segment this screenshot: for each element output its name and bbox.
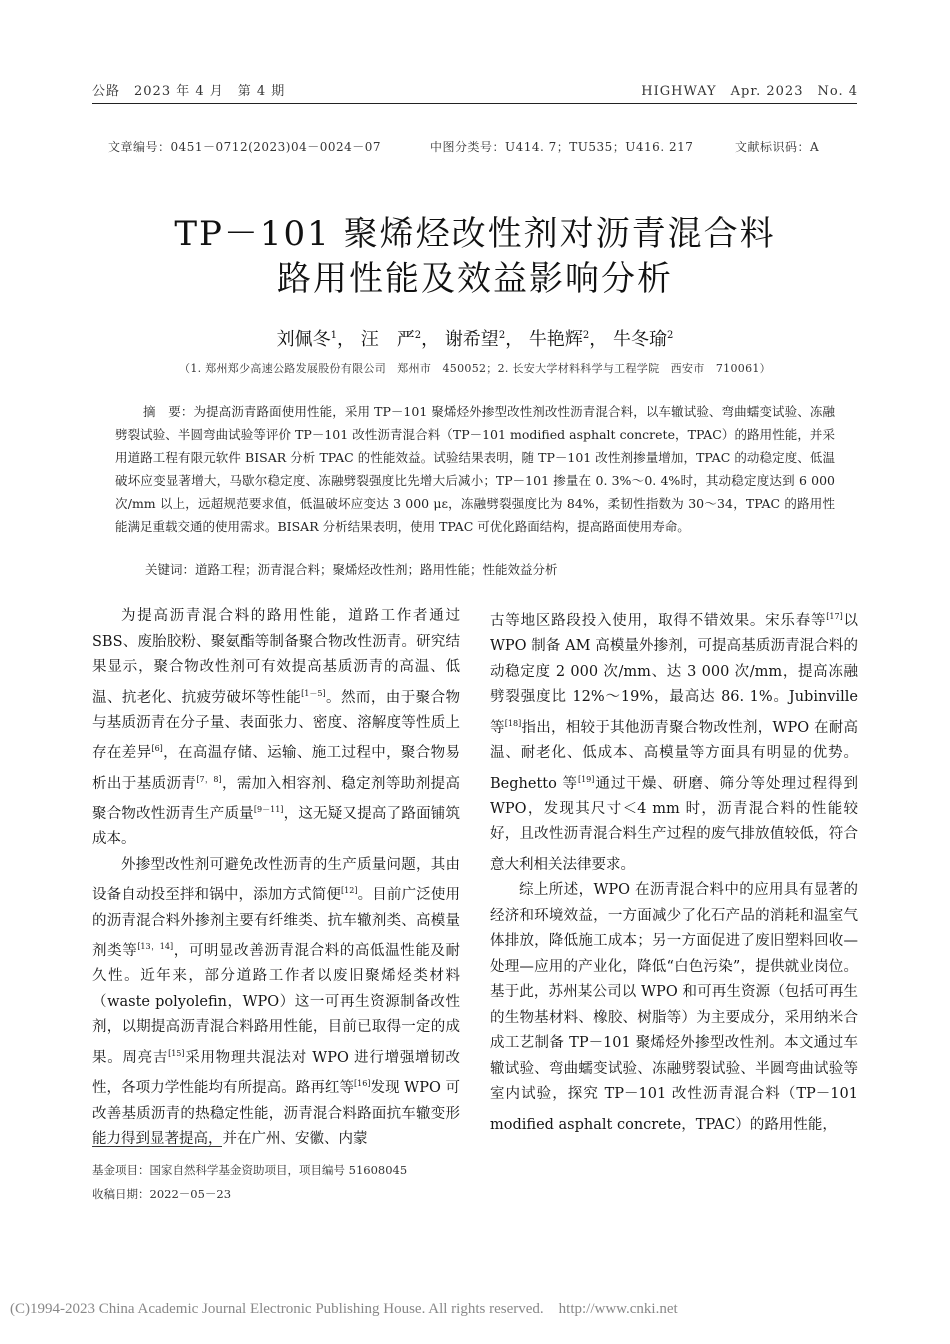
abstract-text: 为提高沥青路面使用性能，采用 TP－101 聚烯烃外掺型改性剂改性沥青混合料，以车辙试验、弯曲蠕变试验、冻融劈裂试验、半圆弯曲试验等评价 TP－101 改性沥青混合料（TP－101 modified asphalt concrete，TPAC）的路用性能，并采用道路工程有限元软件 BISAR 分析 TPAC 的性能效益。试验结果表明，随 TP－101 改性剂掺量增加，TPAC 的动稳定度、低温破坏应变显著增大，马歇尔稳定度、冻融劈裂强度比先增大后减小；TP－101 掺量在 0. 3%～0. 4%时，其动稳定度达到 6 000 次/mm 以上，远超规范要求值，低温破坏应变达 3 000 με，冻融劈裂强度比为 84%，柔韧性指数为 30～34，TPAC 的路用性能满足重载交通的使用需求。BISAR 分析结果表明，使用 TPAC 可优化路面结构，提高路面使用寿命。 [115,404,835,534]
paragraph: 综上所述，WPO 在沥青混合料中的应用具有显著的经济和环境效益，一方面减少了化石产品的消耗和温室气体排放，降低施工成本；另一方面促进了废旧塑料回收—处理—应用的产业化，降低“白色污染”，提供就业岗位。基于此，苏州某公司以 WPO 和可再生资源（包括可再生的生物基材料、橡胶、树脂等）为主要成分，采用纳米合成工艺制备 TP－101 聚烯烃外掺型改性剂。本文通过车辙试验、弯曲蠕变试验、冻融劈裂试验、半圆弯曲试验等室内试验，探究 TP－101 改性沥青混合料（TP－101 modified asphalt concrete，TPAC）的路用性能， [490,882,858,1133]
keywords-text: 道路工程；沥青混合料；聚烯烃改性剂；路用性能；性能效益分析 [195,562,558,577]
title-line-1: TP－101 聚烯烃改性剂对沥青混合料 [174,214,776,254]
paragraph: 外掺型改性剂可避免改性沥青的生产质量问题，其由设备自动投至拌和锅中，添加方式简便[12]。目前广泛使用的沥青混合料外掺剂主要有纤维类、抗车辙剂类、高模量剂类等[13，14]，可明显改善沥青混合料的高低温性能及耐久性。近年来，部分道路工作者以废旧聚烯烃类材料（waste polyolefin，WPO）这一可再生资源制备改性剂，以期提高沥青混合料路用性能，目前已取得一定的成果。周亮吉[15]采用物理共混法对 WPO 进行增强增韧改性，各项力学性能均有所提高。路再红等[16]发现 WPO 可改善基质沥青的热稳定性能，沥青混合料路面抗车辙变形能力得到显著提高，并在广州、安徽、内蒙 [92,856,461,1148]
running-header-right: HIGHWAY Apr. 2023 No. 4 [641,84,858,99]
received-date: 收稿日期：2022－05－23 [92,1187,232,1201]
clc-number: 中图分类号：U414. 7；TU535；U416. 217 [430,140,694,154]
article-number: 文章编号：0451－0712(2023)04－0024－07 [108,140,382,154]
author: 牛冬瑜$^2$ [613,329,674,350]
copyright-line: (C)1994-2023 China Academic Journal Electronic Publishing House. All rights reserved. http://www.cnki.net [10,1301,678,1317]
abstract [115,400,835,538]
fund-note: 基金项目：国家自然科学基金资助项目，项目编号 51608045 [92,1163,408,1177]
footnote-rule [92,1146,222,1147]
title-line-2: 路用性能及效益影响分析 [277,259,673,299]
running-header-left: 公路 2023 年 4 月 第 4 期 [92,84,286,99]
author: 谢希望$^2$， [444,329,524,350]
body-column-left [92,604,460,1153]
author: 汪 严$^2$， [360,329,440,350]
keywords [145,560,558,578]
author-list [0,325,950,351]
affiliations: （1. 郑州郑少高速公路发展股份有限公司 郑州市 450052；2. 长安大学材料科学与工程学院 西安市 710061） [179,362,771,375]
document-code: 文献标识码：A [735,140,820,154]
abstract-label: 摘 要： [143,404,194,419]
header-rule [92,103,857,104]
keywords-label: 关键词： [145,562,196,577]
author: 刘佩冬$^1$， [276,329,355,350]
author: 牛艳辉$^2$， [528,329,608,350]
paragraph: 古等地区路段投入使用，取得不错效果。宋乐春等[17]以 WPO 制备 AM 高模量外掺剂，可提高基质沥青混合料的动稳定度 2 000 次/mm、达 3 000 次/mm，提高冻融劈裂强度比 12%～19%，最高达 86. 1%。Jubinville 等[18]指出，相较于其他沥青聚合物改性剂，WPO 在耐高温、耐老化、低成本、高模量等方面具有明显的优势。Beghetto 等[19]通过干燥、研磨、筛分等处理过程得到 WPO，发现其尺寸＜4 mm 时，沥青混合料的性能较好，且改性沥青混合料生产过程的废气排放值较低，符合意大利相关法律要求。 [490,612,859,873]
body-column-right [490,604,858,1138]
paragraph: 为提高沥青混合料的路用性能，道路工作者通过 SBS、废胎胶粉、聚氨酯等制备聚合物改性沥青。研究结果显示，聚合物改性剂可有效提高基质沥青的高温、低温、抗老化、抗疲劳破坏等性能[1－5]。然而，由于聚合物与基质沥青在分子量、表面张力、密度、溶解度等性质上存在差异[6]，在高温存储、运输、施工过程中，聚合物易析出于基质沥青[7，8]，需加入相容剂、稳定剂等助剂提高聚合物改性沥青生产质量[9－11]，这无疑又提高了路面铺筑成本。 [92,608,461,848]
